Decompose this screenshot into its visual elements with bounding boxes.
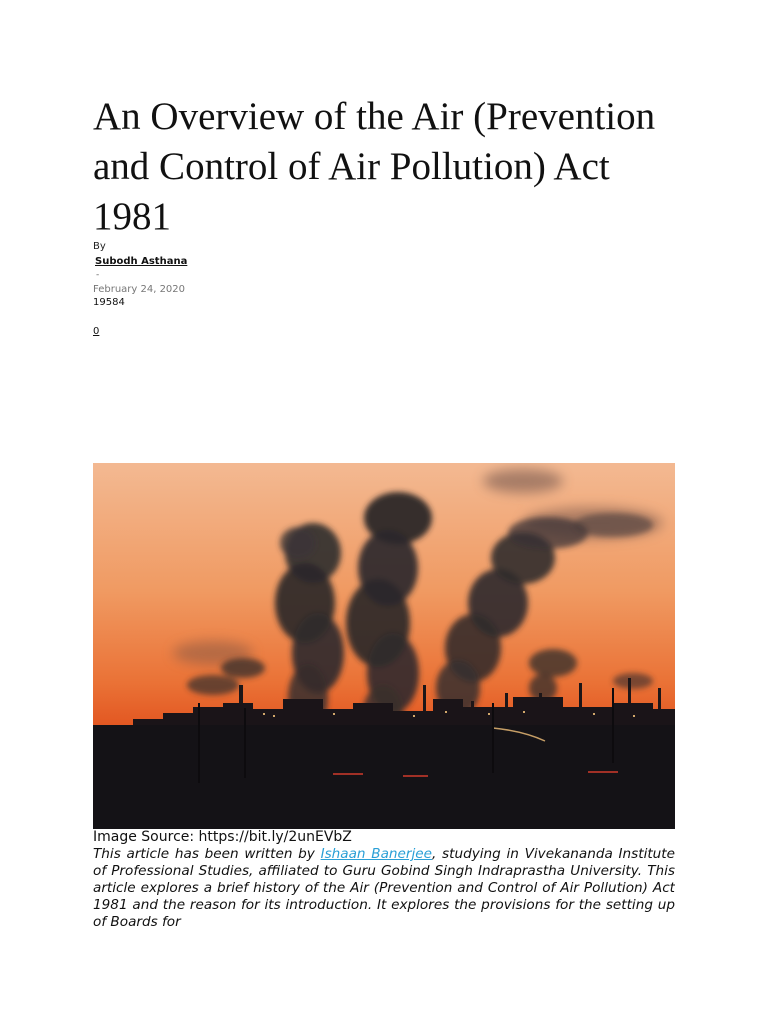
article-title: An Overview of the Air (Prevention and Control of Air Pollution) Act 1981 xyxy=(93,95,656,238)
view-count: 19584 xyxy=(93,297,125,308)
image-caption: Image Source: https://bit.ly/2unEVbZ xyxy=(93,829,352,845)
article-intro xyxy=(93,846,675,932)
comment-count-link[interactable]: 0 xyxy=(93,326,100,337)
intro-text-before: This article has been written by xyxy=(93,846,321,862)
author-link[interactable]: Subodh Asthana xyxy=(95,256,188,267)
publish-date: February 24, 2020 xyxy=(93,284,186,295)
writer-link[interactable]: Ishaan Banerjee xyxy=(320,846,432,862)
byline-separator: - xyxy=(96,270,100,280)
air-pollution-photo xyxy=(93,463,675,829)
intro-text-after: , studying in Vivekananda Institute of Professional Studies, affiliated to Guru Gobind Singh Indraprastha University. This article explores a brief history of the Air (Prevention and Control of Air Pollution) Act 1981 and the reason for its introduction. It explores the provisions for the setting up of Boards for xyxy=(93,846,675,930)
byline-label: By xyxy=(93,241,106,252)
